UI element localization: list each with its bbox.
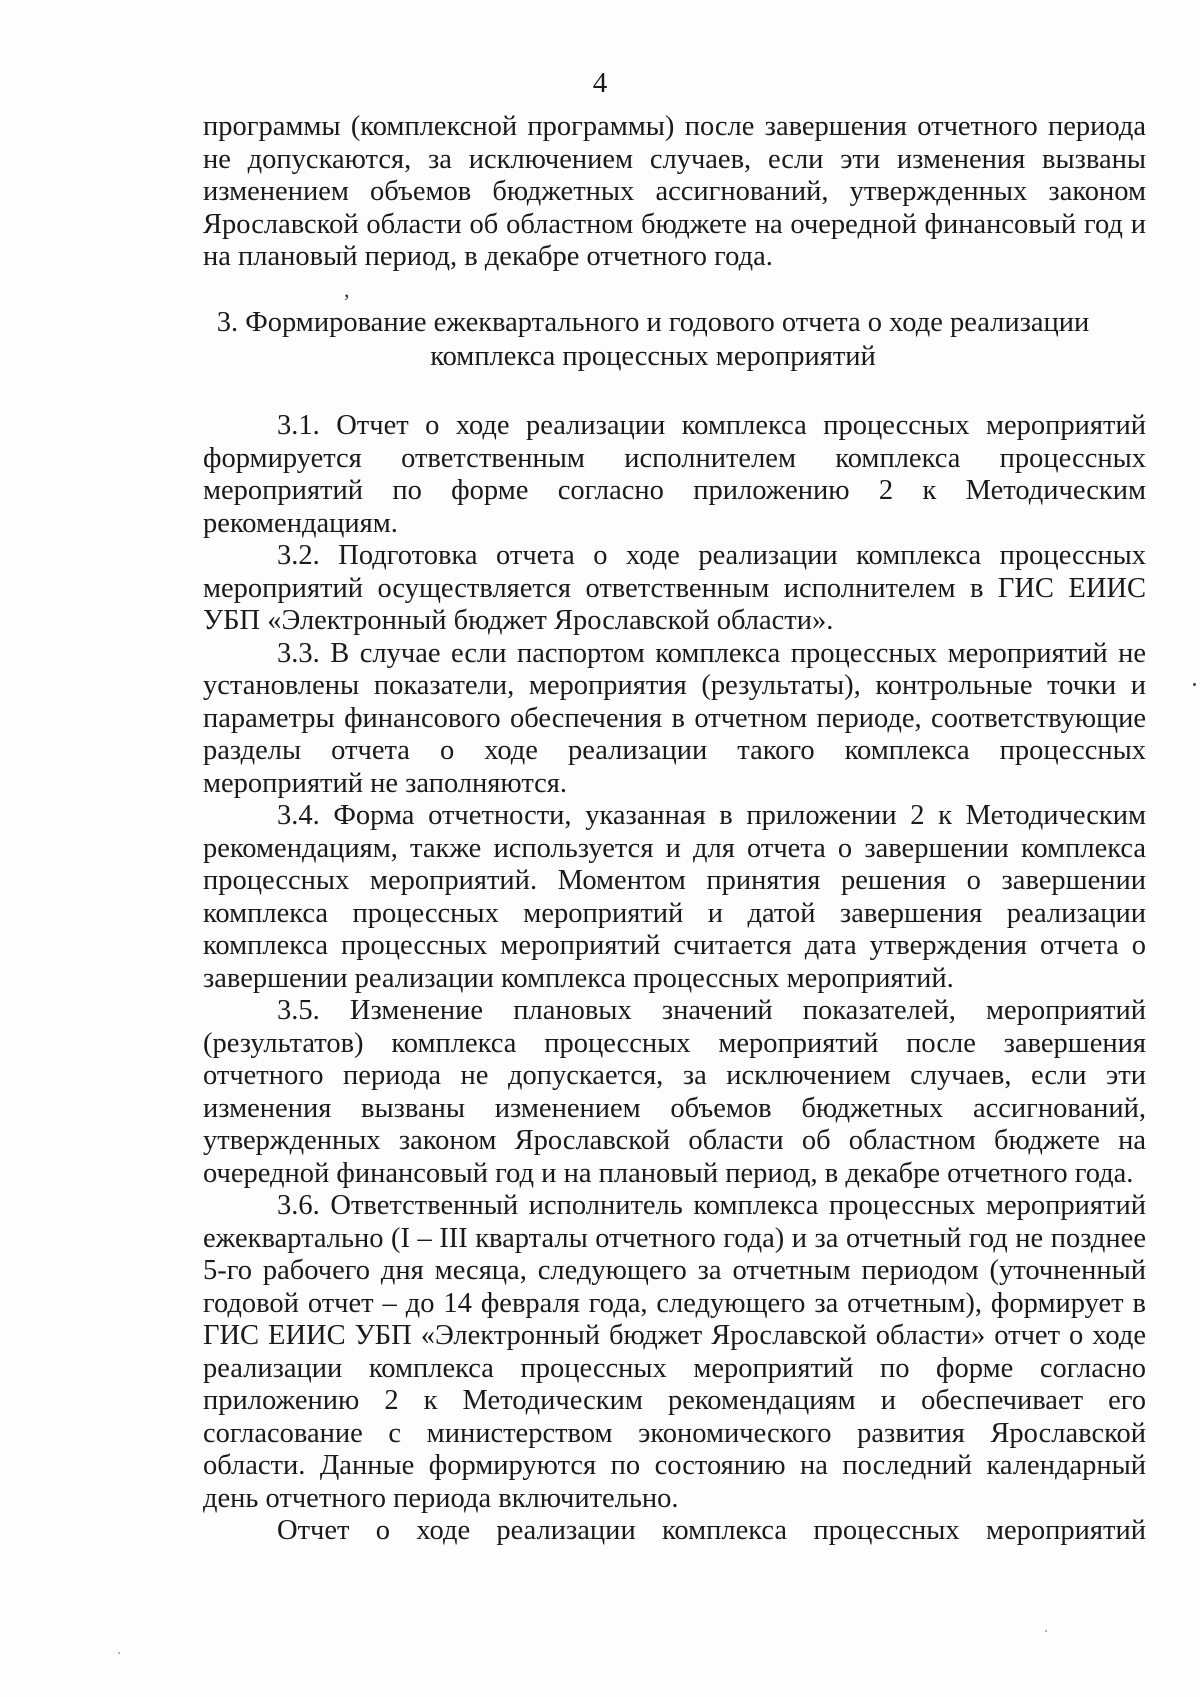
paragraph-3-2: 3.2. Подготовка отчета о ходе реализации комплекса процессных мероприятий осуществляется ответственным исполнителем в ГИС ЕИИС УБП «Электронный бюджет Ярославской области». — [203, 540, 1146, 636]
paragraph-3-5: 3.5. Изменение плановых значений показателей, мероприятий (результатов) комплекса процессных мероприятий после завершения отчетного периода не допускается, за исключением случаев, если эти изменения вызваны изменением объемов бюджетных ассигнований, утвержденных законом Ярославской области об областном бюджете на очередной финансовый год и на плановый период, в декабре отчетного года. — [203, 995, 1146, 1189]
scan-speck — [1193, 683, 1196, 686]
intro-paragraph: программы (комплексной программы) после завершения отчетного периода не допускаются, за исключением случаев, если эти изменения вызваны изменением объемов бюджетных ассигнований, утвержденных законом Ярославской области об областном бюджете на очередной финансовый год и на плановый период, в декабре отчетного года. — [203, 111, 1146, 272]
section-heading-line-2: комплекса процессных мероприятий — [430, 341, 876, 372]
section-heading-line-1: 3. Формирование ежеквартального и годового отчета о ходе реализации — [216, 307, 1090, 338]
paragraph-3-6: 3.6. Ответственный исполнитель комплекса процессных мероприятий ежеквартально (I – III кварталы отчетного года) и за отчетный год не позднее 5-го рабочего дня месяца, следующего за отчетным периодом (уточненный годовой отчет – до 14 февраля года, следующего за отчетным), формирует в ГИС ЕИИС УБП «Электронный бюджет Ярославской области» отчет о ходе реализации комплекса процессных мероприятий по форме согласно приложению 2 к Методическим рекомендациям и обеспечивает его согласование с министерством экономического развития Ярославской области. Данные формируются по состоянию на последний календарный день отчетного периода включительно. — [203, 1190, 1146, 1514]
paragraph-report-continuation: Отчет о ходе реализации комплекса процессных мероприятий — [277, 1515, 1146, 1546]
intro-text-block — [203, 111, 1146, 274]
paragraph-3-3: 3.3. В случае если паспортом комплекса процессных мероприятий не установлены показатели, мероприятия (результаты), контрольные точки и параметры финансового обеспечения в отчетном периоде, соответствующие разделы отчета о ходе реализации такого комплекса процессных мероприятий не заполняются. — [203, 637, 1146, 799]
scan-speck — [1045, 1630, 1047, 1632]
body-text-block — [203, 410, 1146, 1548]
paragraph-3-4: 3.4. Форма отчетности, указанная в приложении 2 к Методическим рекомендациям, также используется и для отчета о завершении комплекса процессных мероприятий. Моментом принятия решения о завершении комплекса процессных мероприятий и датой завершения реализации комплекса процессных мероприятий считается дата утверждения отчета о завершении реализации комплекса процессных мероприятий. — [203, 800, 1146, 994]
section-heading — [203, 306, 1103, 374]
scan-tick-mark: , — [344, 277, 350, 302]
scan-speck — [118, 1652, 120, 1654]
page-number: 4 — [592, 67, 608, 99]
paragraph-3-1: 3.1. Отчет о ходе реализации комплекса процессных мероприятий формируется ответственным исполнителем комплекса процессных мероприятий по форме согласно приложению 2 к Методическим рекомендациям. — [203, 410, 1146, 539]
